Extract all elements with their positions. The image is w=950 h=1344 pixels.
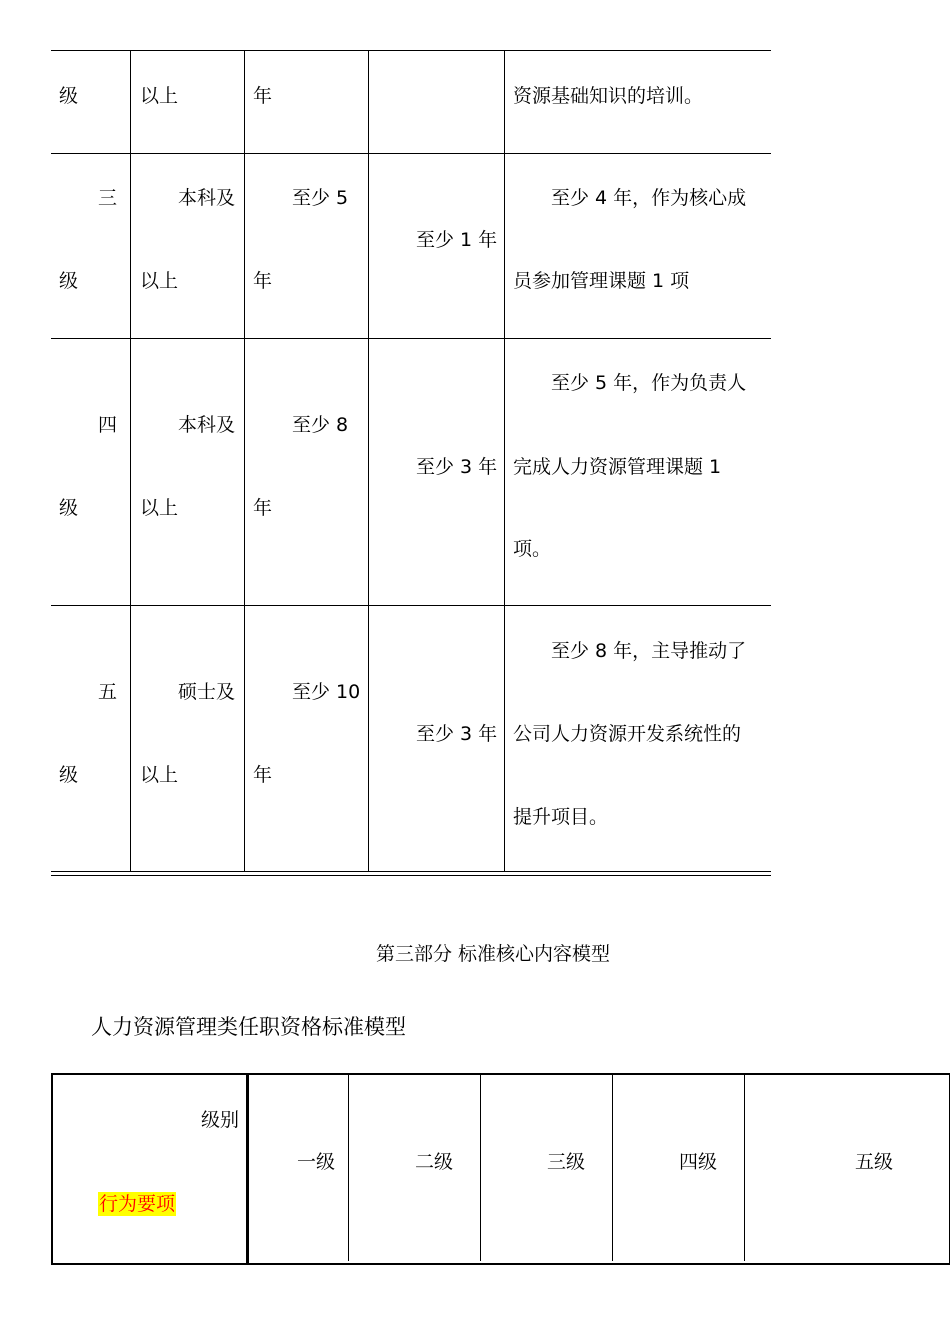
education-cell: 以上 bbox=[140, 764, 179, 786]
achievement-cell: 至少 4 年，作为核心成 bbox=[551, 187, 747, 209]
level-cell: 级 bbox=[59, 497, 79, 519]
position-years-cell: 至少 3 年 bbox=[416, 456, 498, 478]
level-cell: 级 bbox=[59, 764, 79, 786]
level-header-5: 五级 bbox=[855, 1151, 894, 1173]
position-years-cell: 至少 1 年 bbox=[416, 229, 498, 251]
work-years-cell: 至少 5 bbox=[292, 187, 349, 209]
model-table-frame bbox=[51, 1073, 950, 1265]
achievement-cell: 至少 5 年，作为负责人 bbox=[551, 372, 747, 394]
table-rule bbox=[51, 871, 771, 872]
level-header-2: 二级 bbox=[415, 1151, 454, 1173]
work-years-cell: 年 bbox=[253, 270, 273, 292]
level-header-1: 一级 bbox=[297, 1151, 336, 1173]
table-rule bbox=[130, 50, 131, 872]
work-years-cell: 年 bbox=[253, 764, 273, 786]
table-rule bbox=[244, 50, 245, 872]
section-heading: 第三部分 标准核心内容模型 bbox=[376, 943, 611, 965]
table-rule bbox=[51, 605, 771, 606]
education-cell: 硕士及 bbox=[178, 681, 236, 703]
table-rule bbox=[51, 153, 771, 154]
achievement-cell: 提升项目。 bbox=[513, 806, 609, 828]
level-cell: 三 bbox=[98, 187, 118, 209]
level-header-4: 四级 bbox=[679, 1151, 718, 1173]
table-rule bbox=[368, 50, 369, 872]
achievement-cell: 员参加管理课题 1 项 bbox=[513, 270, 690, 292]
highlighted-text: 行为要项 bbox=[99, 1193, 176, 1215]
achievement-cell: 项。 bbox=[513, 538, 552, 560]
corner-header-behavior bbox=[98, 1195, 176, 1214]
table-rule bbox=[246, 1073, 249, 1263]
table-rule bbox=[504, 50, 505, 872]
education-cell: 本科及 bbox=[178, 414, 236, 436]
education-cell: 以上 bbox=[140, 497, 179, 519]
work-years-cell: 年 bbox=[253, 85, 273, 107]
model-title: 人力资源管理类任职资格标准模型 bbox=[91, 1015, 406, 1039]
achievement-cell: 资源基础知识的培训。 bbox=[513, 85, 704, 107]
table-rule bbox=[51, 338, 771, 339]
level-cell: 级 bbox=[59, 85, 79, 107]
table-rule bbox=[51, 50, 771, 51]
corner-header-level: 级别 bbox=[201, 1109, 240, 1131]
table-rule bbox=[480, 1074, 481, 1261]
level-cell: 五 bbox=[98, 681, 118, 703]
table-rule bbox=[744, 1074, 745, 1261]
education-cell: 以上 bbox=[140, 270, 179, 292]
work-years-cell: 年 bbox=[253, 497, 273, 519]
achievement-cell: 公司人力资源开发系统性的 bbox=[513, 723, 742, 745]
work-years-cell: 至少 10 bbox=[292, 681, 361, 703]
education-cell: 以上 bbox=[140, 85, 179, 107]
level-header-3: 三级 bbox=[547, 1151, 586, 1173]
table-rule bbox=[51, 875, 771, 876]
achievement-cell: 完成人力资源管理课题 1 bbox=[513, 456, 722, 478]
achievement-cell: 至少 8 年，主导推动了 bbox=[551, 640, 747, 662]
level-cell: 四 bbox=[98, 414, 118, 436]
education-cell: 本科及 bbox=[178, 187, 236, 209]
table-rule bbox=[348, 1074, 349, 1261]
table-rule bbox=[612, 1074, 613, 1261]
position-years-cell: 至少 3 年 bbox=[416, 723, 498, 745]
level-cell: 级 bbox=[59, 270, 79, 292]
work-years-cell: 至少 8 bbox=[292, 414, 349, 436]
